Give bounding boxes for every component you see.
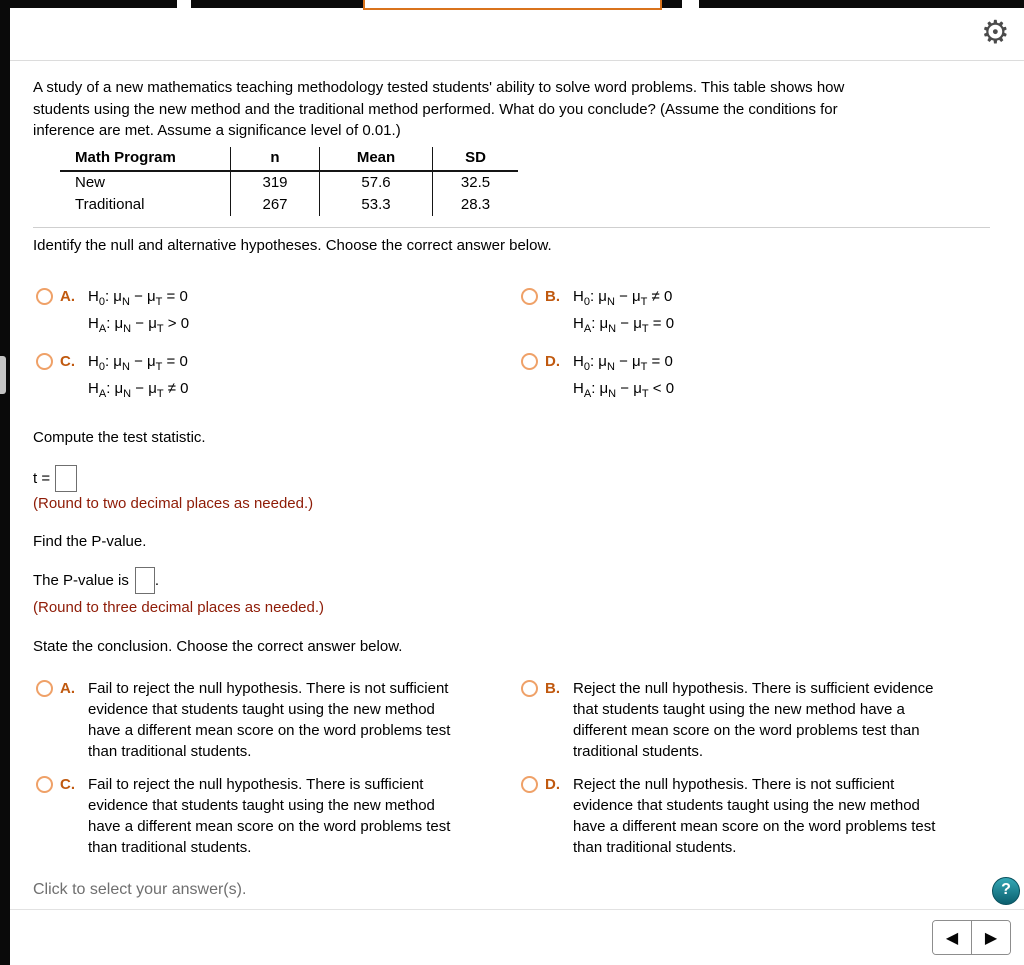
table-cell: 53.3 — [320, 194, 433, 216]
header-divider — [10, 60, 1024, 61]
radio-button-c[interactable] — [36, 353, 53, 370]
conclusion-line: have a different mean score on the word problems test — [88, 818, 451, 835]
radio-button-conclusion-c[interactable] — [36, 776, 53, 793]
conclusion-line: than traditional students. — [88, 743, 252, 760]
question-prompt — [33, 77, 998, 142]
radio-button-conclusion-d[interactable] — [521, 776, 538, 793]
p-value-label: The P-value is — [33, 571, 129, 589]
conclusion-line: than traditional students. — [573, 839, 737, 856]
toolbar-fragment — [177, 0, 191, 8]
table-header-cell: Mean — [320, 147, 433, 171]
hypothesis-formulas — [88, 283, 189, 337]
status-message: Click to select your answer(s). — [33, 881, 247, 898]
hypothesis-option-d[interactable] — [521, 348, 674, 402]
prompt-line: inference are met. Assume a significance level of 0.01.) — [33, 122, 401, 139]
option-letter: C. — [60, 776, 75, 793]
hypothesis-option-b[interactable] — [521, 283, 674, 337]
hypothesis-formulas — [88, 348, 189, 402]
right-arrow-icon: ▶ — [984, 929, 998, 947]
radio-button-d[interactable] — [521, 353, 538, 370]
top-toolbar-strip — [0, 0, 1024, 8]
prompt-line: students using the new method and the traditional method performed. What do you conclude? (Assume the conditions for — [33, 100, 838, 118]
alternative-hypothesis: $H_A$: $\mu_N - \mu_T \ne 0$ — [88, 380, 189, 400]
option-letter: A. — [60, 680, 75, 697]
table-cell: Traditional — [75, 196, 145, 213]
option-letter: B. — [545, 680, 560, 697]
conclusion-option-a[interactable] — [36, 678, 450, 762]
previous-question-button[interactable] — [933, 921, 971, 954]
option-letter: A. — [60, 288, 75, 305]
test-statistic-instruction: Compute the test statistic. — [33, 429, 206, 446]
settings-gear-icon[interactable]: ⚙ — [981, 14, 1010, 50]
hypothesis-formulas — [573, 348, 674, 402]
hypothesis-formulas — [573, 283, 674, 337]
conclusion-line: Reject the null hypothesis. There is not sufficient — [573, 776, 895, 793]
conclusion-line: that students taught using the new method have a — [573, 701, 905, 718]
radio-button-conclusion-a[interactable] — [36, 680, 53, 697]
table-header-row — [60, 147, 518, 171]
hypothesis-option-a[interactable] — [36, 283, 189, 337]
conclusion-line: traditional students. — [573, 743, 704, 760]
null-hypothesis: $H_0$: $\mu_N - \mu_T = 0$ — [88, 288, 188, 308]
table-cell: 57.6 — [320, 171, 433, 194]
summary-statistics-table — [60, 147, 518, 216]
prompt-line: A study of a new mathematics teaching methodology tested students' ability to solve word problems. This table shows how — [33, 79, 845, 96]
left-panel-strip — [0, 0, 10, 965]
conclusion-text — [88, 678, 450, 762]
option-letter: B. — [545, 288, 560, 305]
alternative-hypothesis: $H_A$: $\mu_N - \mu_T = 0$ — [573, 315, 675, 335]
section-divider — [33, 227, 990, 228]
conclusion-line: evidence that students taught using the new method — [88, 797, 435, 814]
conclusion-line: than traditional students. — [88, 839, 252, 856]
conclusion-text — [573, 774, 935, 858]
conclusion-option-b[interactable] — [521, 678, 933, 762]
table-cell: 32.5 — [433, 171, 519, 194]
help-button[interactable]: ? — [992, 877, 1020, 905]
null-hypothesis: $H_0$: $\mu_N - \mu_T = 0$ — [88, 353, 188, 373]
next-question-button[interactable] — [971, 921, 1010, 954]
conclusion-option-c[interactable] — [36, 774, 450, 858]
p-value-input[interactable] — [135, 567, 155, 594]
toolbar-fragment — [682, 0, 699, 8]
conclusion-text — [88, 774, 450, 858]
table-row — [60, 171, 518, 194]
hypothesis-option-c[interactable] — [36, 348, 189, 402]
conclusion-text — [573, 678, 933, 762]
conclusion-line: evidence that students taught using the new method — [573, 797, 920, 814]
conclusion-instruction: State the conclusion. Choose the correct answer below. — [33, 638, 403, 655]
footer-divider — [10, 909, 1024, 910]
table-cell: 267 — [231, 194, 320, 216]
radio-button-b[interactable] — [521, 288, 538, 305]
null-hypothesis: $H_0$: $\mu_N - \mu_T = 0$ — [573, 353, 673, 373]
radio-button-a[interactable] — [36, 288, 53, 305]
option-letter: D. — [545, 776, 560, 793]
panel-drag-handle[interactable] — [0, 356, 6, 394]
rounding-hint: (Round to two decimal places as needed.) — [33, 495, 314, 512]
table-header-cell: Math Program — [60, 147, 231, 171]
p-value-row — [33, 567, 159, 593]
conclusion-line: have a different mean score on the word problems test — [573, 818, 936, 835]
rounding-hint: (Round to three decimal places as needed.) — [33, 599, 325, 616]
alternative-hypothesis: $H_A$: $\mu_N - \mu_T < 0$ — [573, 380, 675, 400]
test-statistic-row — [33, 465, 77, 491]
conclusion-line: different mean score on the word problems test than — [573, 722, 920, 739]
left-arrow-icon: ◀ — [945, 929, 959, 947]
conclusion-option-d[interactable] — [521, 774, 935, 858]
table-cell: 28.3 — [433, 194, 519, 216]
t-value-input[interactable] — [55, 465, 77, 492]
table-cell: 319 — [231, 171, 320, 194]
option-letter: C. — [60, 353, 75, 370]
table-header-cell: SD — [433, 147, 519, 171]
conclusion-line: Reject the null hypothesis. There is sufficient evidence — [573, 680, 934, 697]
conclusion-line: have a different mean score on the word problems test — [88, 722, 451, 739]
t-label: t = — [33, 469, 51, 487]
conclusion-line: Fail to reject the null hypothesis. There is not sufficient — [88, 680, 449, 697]
question-navigation — [932, 920, 1011, 955]
null-hypothesis: $H_0$: $\mu_N - \mu_T \ne 0$ — [573, 288, 673, 308]
answer-input-partial[interactable] — [363, 0, 662, 10]
p-value-instruction: Find the P-value. — [33, 533, 147, 550]
table-header-cell: n — [231, 147, 320, 171]
alternative-hypothesis: $H_A$: $\mu_N - \mu_T > 0$ — [88, 315, 190, 335]
option-letter: D. — [545, 353, 560, 370]
radio-button-conclusion-b[interactable] — [521, 680, 538, 697]
conclusion-line: Fail to reject the null hypothesis. There is sufficient — [88, 776, 424, 793]
conclusion-line: evidence that students taught using the new method — [88, 701, 435, 718]
p-value-suffix: . — [154, 571, 160, 589]
hypotheses-instruction: Identify the null and alternative hypotheses. Choose the correct answer below. — [33, 237, 552, 254]
table-cell: New — [75, 174, 106, 191]
table-row — [60, 194, 518, 216]
